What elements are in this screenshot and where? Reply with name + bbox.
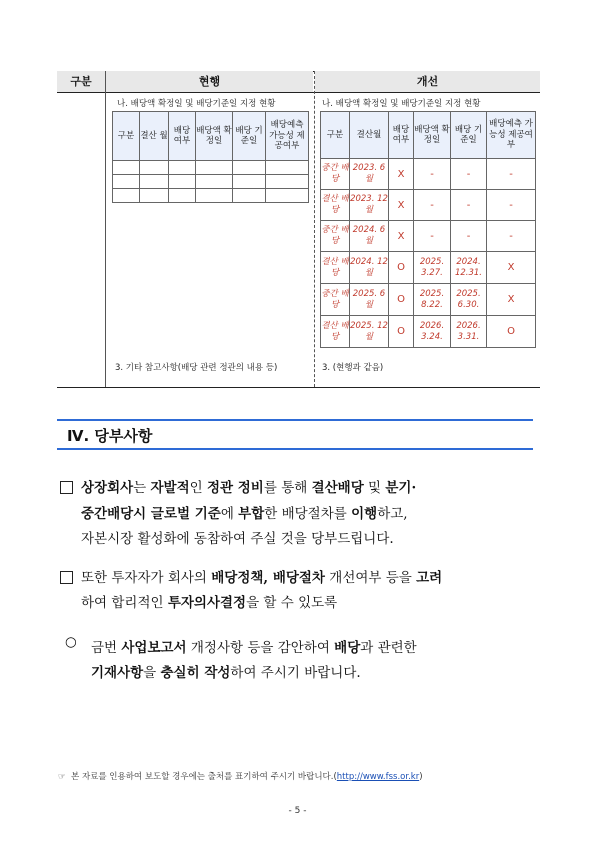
cell-dividend: X [389,221,414,252]
header-improved: 개선 [315,71,540,92]
p3-line2: 기재사항을 충실히 작성하여 주시기 바랍니다. [91,665,361,681]
cell-confirm: - [414,221,451,252]
cur-th-base: 배당 기준일 [233,112,266,161]
header-current: 현행 [106,71,313,92]
cell-base: - [451,159,487,190]
col-divider-1 [105,71,106,387]
pointing-hand-icon: ☞ [58,772,66,782]
cell-dividend: X [389,190,414,221]
cell-type: 결산 배당 [321,190,350,221]
improved-subtitle: 나. 배당액 확정일 및 배당기준일 지정 현황 [322,99,481,109]
improved-dividend-table [320,111,536,348]
table-row [113,189,309,203]
table-row [321,316,536,348]
table-bottom-rule [57,387,540,388]
cell-type: 중간 배당 [321,159,350,190]
imp-th-confirm: 배당액 확정일 [414,112,451,159]
cell-predict: - [487,159,536,190]
cell-base: 2026. 3.31. [451,316,487,348]
table-row [321,284,536,316]
p2-line1: 또한 투자자가 회사의 배당정책, 배당절차 개선여부 등을 고려 [81,570,443,586]
p1-line3: 자본시장 활성화에 동참하여 주실 것을 당부드립니다. [81,531,394,547]
cell-predict: - [487,190,536,221]
section-top-rule [57,419,533,421]
page-number: - 5 - [288,806,307,816]
cell-predict: O [487,316,536,348]
bullet-circle-icon: ○ [65,634,77,650]
cell-month: 2024. 12월 [350,252,389,284]
p1-line1: 상장회사는 자발적인 정관 정비를 통해 결산배당 및 분기· [81,480,417,496]
table-row [321,159,536,190]
cur-th-confirm: 배당액 확정일 [196,112,233,161]
cell-confirm: 2025. 3.27. [414,252,451,284]
cell-base: 2024. 12.31. [451,252,487,284]
cur-th-month: 결산 월 [140,112,169,161]
table-row [321,252,536,284]
imp-th-base: 배당 기준일 [451,112,487,159]
improved-note: 3. (현행과 같음) [322,363,384,373]
cell-dividend: X [389,159,414,190]
cell-dividend: O [389,316,414,348]
cur-th-predict: 배당예측 가능성 제공여부 [266,112,309,161]
cur-th-dividend: 배당 여부 [169,112,196,161]
section-bottom-rule [57,448,533,450]
cell-dividend: O [389,252,414,284]
cell-base: 2025. 6.30. [451,284,487,316]
section-title: Ⅳ. 당부사항 [67,427,153,445]
cell-month: 2023. 12월 [350,190,389,221]
cur-th-category: 구분 [113,112,140,161]
cell-type: 결산 배당 [321,316,350,348]
imp-th-category: 구분 [321,112,350,159]
table-row [113,175,309,189]
imp-th-month: 결산월 [350,112,389,159]
cell-predict: X [487,284,536,316]
cell-type: 중간 배당 [321,284,350,316]
cell-base: - [451,190,487,221]
p3-line1: 금번 사업보고서 개정사항 등을 감안하여 배당과 관련한 [91,640,417,656]
cell-type: 중간 배당 [321,221,350,252]
checkbox-square-icon [60,481,73,494]
cell-month: 2023. 6월 [350,159,389,190]
cell-month: 2024. 6월 [350,221,389,252]
col-divider-2 [314,71,315,387]
table-row [113,161,309,175]
cell-confirm: 2025. 8.22. [414,284,451,316]
imp-th-predict: 배당예측 가능성 제공여부 [487,112,536,159]
cell-base: - [451,221,487,252]
table-row [321,190,536,221]
current-subtitle: 나. 배당액 확정일 및 배당기준일 지정 현황 [117,99,276,109]
current-note: 3. 기타 참고사항(배당 관련 정관의 내용 등) [115,363,278,373]
cell-predict: - [487,221,536,252]
cell-type: 결산 배당 [321,252,350,284]
comparison-table [57,71,540,388]
cell-confirm: - [414,159,451,190]
footer-notice: ☞ 본 자료를 인용하여 보도할 경우에는 출처를 표기하여 주시기 바랍니다.(http://www.fss.or.kr) [58,772,423,782]
cell-month: 2025. 12월 [350,316,389,348]
cell-predict: X [487,252,536,284]
p1-line2: 중간배당시 글로벌 기준에 부합한 배당절차를 이행하고, [81,506,408,522]
cell-dividend: O [389,284,414,316]
fss-link[interactable]: http://www.fss.or.kr [336,772,420,782]
table-row [321,221,536,252]
cell-confirm: - [414,190,451,221]
header-category: 구분 [57,71,105,92]
table-header-rule [57,92,540,93]
checkbox-square-icon [60,571,73,584]
cell-month: 2025. 6월 [350,284,389,316]
cell-confirm: 2026. 3.24. [414,316,451,348]
p2-line2: 하여 합리적인 투자의사결정을 할 수 있도록 [81,595,338,611]
current-dividend-table [112,111,309,203]
imp-th-dividend: 배당 여부 [389,112,414,159]
section-heading [57,419,533,450]
